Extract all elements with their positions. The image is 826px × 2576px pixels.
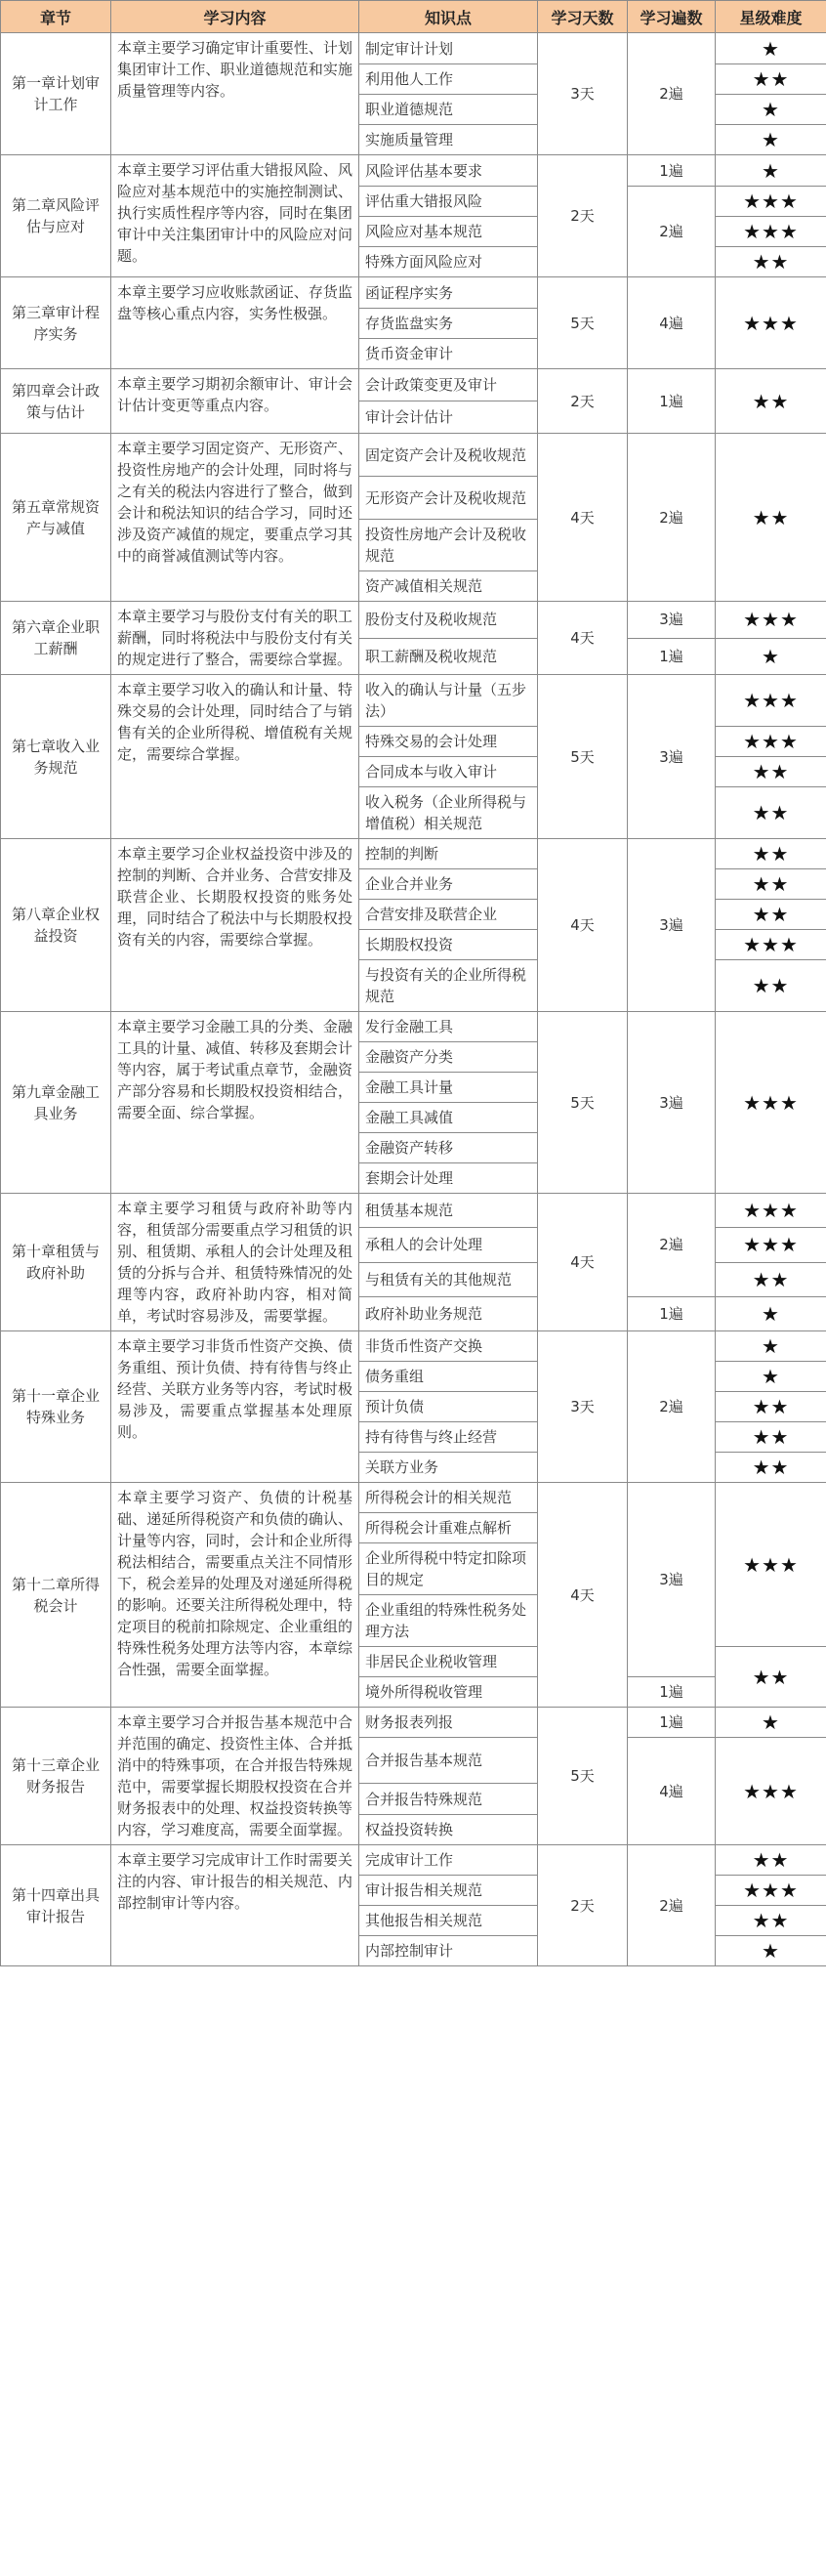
difficulty-stars: ★★★: [716, 1483, 826, 1647]
chapter-name: 第五章常规资产与减值: [1, 434, 111, 602]
chapter-content: 本章主要学习收入的确认和计量、特殊交易的会计处理，同时结合了与销售有关的企业所得税、增值税有关规定，需要综合掌握。: [111, 675, 359, 839]
difficulty-stars: ★★★: [716, 675, 826, 727]
knowledge-point: 企业重组的特殊性税务处理方法: [359, 1595, 538, 1647]
table-row: [1, 1331, 826, 1362]
study-reps: 2遍: [628, 1331, 716, 1483]
chapter-name: 第三章审计程序实务: [1, 277, 111, 369]
header-chapter: 章节: [1, 1, 111, 33]
chapter-name: 第十四章出具审计报告: [1, 1845, 111, 1966]
chapter-name: 第六章企业职工薪酬: [1, 602, 111, 675]
difficulty-stars: ★★: [716, 869, 826, 900]
chapter-content: 本章主要学习合并报告基本规范中合并范围的确定、投资性主体、合并抵消中的特殊事项，在合并报告特殊规范中，需要掌握长期股权投资在合并财务报表中的处理、权益投资转换等内容，学习难度高，需要全面掌握。: [111, 1708, 359, 1845]
study-days: 2天: [538, 155, 628, 277]
knowledge-point: 权益投资转换: [359, 1815, 538, 1845]
difficulty-stars: ★★★: [716, 727, 826, 757]
knowledge-point: 租赁基本规范: [359, 1194, 538, 1228]
difficulty-stars: ★★★: [716, 930, 826, 960]
knowledge-point: 关联方业务: [359, 1453, 538, 1483]
knowledge-point: 收入税务（企业所得税与增值税）相关规范: [359, 787, 538, 839]
knowledge-point: 非货币性资产交换: [359, 1331, 538, 1362]
header-days: 学习天数: [538, 1, 628, 33]
knowledge-point: 函证程序实务: [359, 277, 538, 309]
knowledge-point: 套期会计处理: [359, 1163, 538, 1194]
chapter-name: 第四章会计政策与估计: [1, 369, 111, 434]
study-reps: 3遍: [628, 675, 716, 839]
study-days: 3天: [538, 1331, 628, 1483]
chapter-content: 本章主要学习企业权益投资中涉及的控制的判断、合并业务、合营安排及联营企业、长期股权投资的账务处理，同时结合了税法中与长期股权投资有关的内容，需要综合掌握。: [111, 839, 359, 1012]
table-row: [1, 33, 826, 64]
knowledge-point: 审计报告相关规范: [359, 1876, 538, 1906]
chapter-content: 本章主要学习租赁与政府补助等内容，租赁部分需要重点学习租赁的识别、租赁期、承租人的会计处理及租赁的分拆与合并、租赁特殊情况的处理等内容，政府补助内容，相对简单，考试时容易涉及，需要掌握。: [111, 1194, 359, 1331]
difficulty-stars: ★★★: [716, 1738, 826, 1845]
table-header-row: [1, 1, 826, 33]
knowledge-point: 境外所得税收管理: [359, 1677, 538, 1708]
difficulty-stars: ★★: [716, 757, 826, 787]
chapter-content: 本章主要学习期初余额审计、审计会计估计变更等重点内容。: [111, 369, 359, 434]
knowledge-point: 所得税会计的相关规范: [359, 1483, 538, 1513]
difficulty-stars: ★: [716, 1296, 826, 1330]
knowledge-point: 其他报告相关规范: [359, 1906, 538, 1936]
knowledge-point: 实施质量管理: [359, 125, 538, 155]
knowledge-point: 合同成本与收入审计: [359, 757, 538, 787]
chapter-name: 第九章金融工具业务: [1, 1012, 111, 1194]
difficulty-stars: ★★: [716, 1453, 826, 1483]
difficulty-stars: ★★: [716, 1422, 826, 1453]
difficulty-stars: ★: [716, 1936, 826, 1966]
knowledge-point: 合并报告基本规范: [359, 1738, 538, 1784]
knowledge-point: 合营安排及联营企业: [359, 900, 538, 930]
knowledge-point: 承租人的会计处理: [359, 1228, 538, 1262]
study-reps: 1遍: [628, 155, 716, 187]
difficulty-stars: ★: [716, 33, 826, 64]
knowledge-point: 职工薪酬及税收规范: [359, 638, 538, 675]
chapter-content: 本章主要学习完成审计工作时需要关注的内容、审计报告的相关规范、内部控制审计等内容。: [111, 1845, 359, 1966]
knowledge-point: 内部控制审计: [359, 1936, 538, 1966]
difficulty-stars: ★★: [716, 787, 826, 839]
knowledge-point: 职业道德规范: [359, 95, 538, 125]
study-days: 4天: [538, 1194, 628, 1331]
difficulty-stars: ★★: [716, 900, 826, 930]
difficulty-stars: ★: [716, 1362, 826, 1392]
knowledge-point: 企业合并业务: [359, 869, 538, 900]
difficulty-stars: ★★★: [716, 1012, 826, 1194]
knowledge-point: 审计会计估计: [359, 401, 538, 434]
difficulty-stars: ★★★: [716, 602, 826, 639]
difficulty-stars: ★: [716, 155, 826, 187]
knowledge-point: 财务报表列报: [359, 1708, 538, 1738]
header-content: 学习内容: [111, 1, 359, 33]
study-reps: 4遍: [628, 277, 716, 369]
knowledge-point: 风险应对基本规范: [359, 217, 538, 247]
study-reps: 3遍: [628, 839, 716, 1012]
difficulty-stars: ★: [716, 1708, 826, 1738]
knowledge-point: 股份支付及税收规范: [359, 602, 538, 639]
table-row: [1, 1708, 826, 1738]
study-days: 4天: [538, 434, 628, 602]
knowledge-point: 投资性房地产会计及税收规范: [359, 520, 538, 571]
difficulty-stars: ★★: [716, 369, 826, 434]
knowledge-point: 收入的确认与计量（五步法）: [359, 675, 538, 727]
knowledge-point: 制定审计计划: [359, 33, 538, 64]
table-row: [1, 155, 826, 187]
table-row: [1, 1483, 826, 1513]
knowledge-point: 无形资产会计及税收规范: [359, 477, 538, 520]
difficulty-stars: ★★: [716, 434, 826, 602]
difficulty-stars: ★★★: [716, 1876, 826, 1906]
chapter-name: 第一章计划审计工作: [1, 33, 111, 155]
difficulty-stars: ★★: [716, 1262, 826, 1296]
study-reps: 1遍: [628, 369, 716, 434]
knowledge-point: 政府补助业务规范: [359, 1296, 538, 1330]
knowledge-point: 非居民企业税收管理: [359, 1647, 538, 1677]
knowledge-point: 资产减值相关规范: [359, 571, 538, 602]
difficulty-stars: ★: [716, 1331, 826, 1362]
knowledge-point: 长期股权投资: [359, 930, 538, 960]
knowledge-point: 评估重大错报风险: [359, 187, 538, 217]
difficulty-stars: ★★: [716, 960, 826, 1012]
chapter-content: 本章主要学习应收账款函证、存货监盘等核心重点内容，实务性极强。: [111, 277, 359, 369]
study-days: 5天: [538, 675, 628, 839]
difficulty-stars: ★: [716, 95, 826, 125]
study-reps: 1遍: [628, 638, 716, 675]
study-days: 3天: [538, 33, 628, 155]
study-reps: 1遍: [628, 1708, 716, 1738]
chapter-name: 第七章收入业务规范: [1, 675, 111, 839]
knowledge-point: 金融工具减值: [359, 1103, 538, 1133]
knowledge-point: 金融资产分类: [359, 1042, 538, 1073]
study-reps: 2遍: [628, 1845, 716, 1966]
study-days: 4天: [538, 1483, 628, 1708]
knowledge-point: 合并报告特殊规范: [359, 1784, 538, 1815]
difficulty-stars: ★★: [716, 1647, 826, 1708]
study-reps: 4遍: [628, 1738, 716, 1845]
study-days: 5天: [538, 1012, 628, 1194]
table-row: [1, 434, 826, 477]
difficulty-stars: ★★: [716, 247, 826, 277]
study-days: 5天: [538, 1708, 628, 1845]
knowledge-point: 与租赁有关的其他规范: [359, 1262, 538, 1296]
knowledge-point: 特殊交易的会计处理: [359, 727, 538, 757]
knowledge-point: 企业所得税中特定扣除项目的规定: [359, 1543, 538, 1595]
knowledge-point: 债务重组: [359, 1362, 538, 1392]
table-row: [1, 277, 826, 309]
study-reps: 3遍: [628, 602, 716, 639]
difficulty-stars: ★★: [716, 1845, 826, 1876]
table-row: [1, 839, 826, 869]
chapter-name: 第十三章企业财务报告: [1, 1708, 111, 1845]
difficulty-stars: ★★★: [716, 217, 826, 247]
study-reps: 3遍: [628, 1012, 716, 1194]
table-row: [1, 369, 826, 401]
chapter-content: 本章主要学习与股份支付有关的职工薪酬，同时将税法中与股份支付有关的规定进行了整合，需要综合掌握。: [111, 602, 359, 675]
knowledge-point: 金融工具计量: [359, 1073, 538, 1103]
chapter-name: 第八章企业权益投资: [1, 839, 111, 1012]
study-reps: 2遍: [628, 434, 716, 602]
study-days: 5天: [538, 277, 628, 369]
difficulty-stars: ★★: [716, 64, 826, 95]
chapter-content: 本章主要学习金融工具的分类、金融工具的计量、减值、转移及套期会计等内容，属于考试重点章节，金融资产部分容易和长期股权投资相结合，需要全面、综合掌握。: [111, 1012, 359, 1194]
table-row: [1, 602, 826, 639]
study-reps: 2遍: [628, 1194, 716, 1297]
difficulty-stars: ★★★: [716, 1194, 826, 1228]
chapter-name: 第十一章企业特殊业务: [1, 1331, 111, 1483]
study-reps: 2遍: [628, 187, 716, 277]
chapter-content: 本章主要学习确定审计重要性、计划集团审计工作、职业道德规范和实施质量管理等内容。: [111, 33, 359, 155]
knowledge-point: 货币资金审计: [359, 339, 538, 369]
table-row: [1, 1845, 826, 1876]
chapter-content: 本章主要学习非货币性资产交换、债务重组、预计负债、持有待售与终止经营、关联方业务等内容，考试时极易涉及，需要重点掌握基本处理原则。: [111, 1331, 359, 1483]
knowledge-point: 持有待售与终止经营: [359, 1422, 538, 1453]
knowledge-point: 控制的判断: [359, 839, 538, 869]
study-days: 2天: [538, 1845, 628, 1966]
header-difficulty: 星级难度: [716, 1, 826, 33]
knowledge-point: 与投资有关的企业所得税规范: [359, 960, 538, 1012]
difficulty-stars: ★★★: [716, 1228, 826, 1262]
chapter-name: 第十章租赁与政府补助: [1, 1194, 111, 1331]
knowledge-point: 特殊方面风险应对: [359, 247, 538, 277]
chapter-content: 本章主要学习资产、负债的计税基础、递延所得税资产和负债的确认、计量等内容，同时，会计和企业所得税法相结合，需要重点关注不同情形下，税会差异的处理及对递延所得税的影响。还要关注所得税处理中，特定项目的税前扣除规定、企业重组的特殊性税务处理方法等内容，本章综合性强，需要全面掌握。: [111, 1483, 359, 1708]
chapter-name: 第二章风险评估与应对: [1, 155, 111, 277]
knowledge-point: 所得税会计重难点解析: [359, 1513, 538, 1543]
study-days: 2天: [538, 369, 628, 434]
difficulty-stars: ★: [716, 125, 826, 155]
knowledge-point: 会计政策变更及审计: [359, 369, 538, 401]
study-days: 4天: [538, 602, 628, 675]
difficulty-stars: ★★: [716, 839, 826, 869]
knowledge-point: 固定资产会计及税收规范: [359, 434, 538, 477]
table-row: [1, 1194, 826, 1228]
chapter-name: 第十二章所得税会计: [1, 1483, 111, 1708]
difficulty-stars: ★★: [716, 1392, 826, 1422]
chapter-content: 本章主要学习评估重大错报风险、风险应对基本规范中的实施控制测试、执行实质性程序等内容，同时在集团审计中关注集团审计中的风险应对问题。: [111, 155, 359, 277]
header-reps: 学习遍数: [628, 1, 716, 33]
knowledge-point: 金融资产转移: [359, 1133, 538, 1163]
knowledge-point: 完成审计工作: [359, 1845, 538, 1876]
study-days: 4天: [538, 839, 628, 1012]
study-reps: 2遍: [628, 33, 716, 155]
knowledge-point: 发行金融工具: [359, 1012, 538, 1042]
difficulty-stars: ★★★: [716, 187, 826, 217]
study-reps: 1遍: [628, 1296, 716, 1330]
table-row: [1, 675, 826, 727]
study-reps: 1遍: [628, 1677, 716, 1708]
table-row: [1, 1012, 826, 1042]
knowledge-point: 利用他人工作: [359, 64, 538, 95]
header-knowledge: 知识点: [359, 1, 538, 33]
chapter-content: 本章主要学习固定资产、无形资产、投资性房地产的会计处理，同时将与之有关的税法内容进行了整合，做到会计和税法知识的结合学习，同时还涉及资产减值的规定，要重点学习其中的商誉减值测试等内容。: [111, 434, 359, 602]
study-reps: 3遍: [628, 1483, 716, 1677]
knowledge-point: 风险评估基本要求: [359, 155, 538, 187]
knowledge-point: 预计负债: [359, 1392, 538, 1422]
difficulty-stars: ★★: [716, 1906, 826, 1936]
difficulty-stars: ★★★: [716, 277, 826, 369]
difficulty-stars: ★: [716, 638, 826, 675]
knowledge-point: 存货监盘实务: [359, 309, 538, 339]
